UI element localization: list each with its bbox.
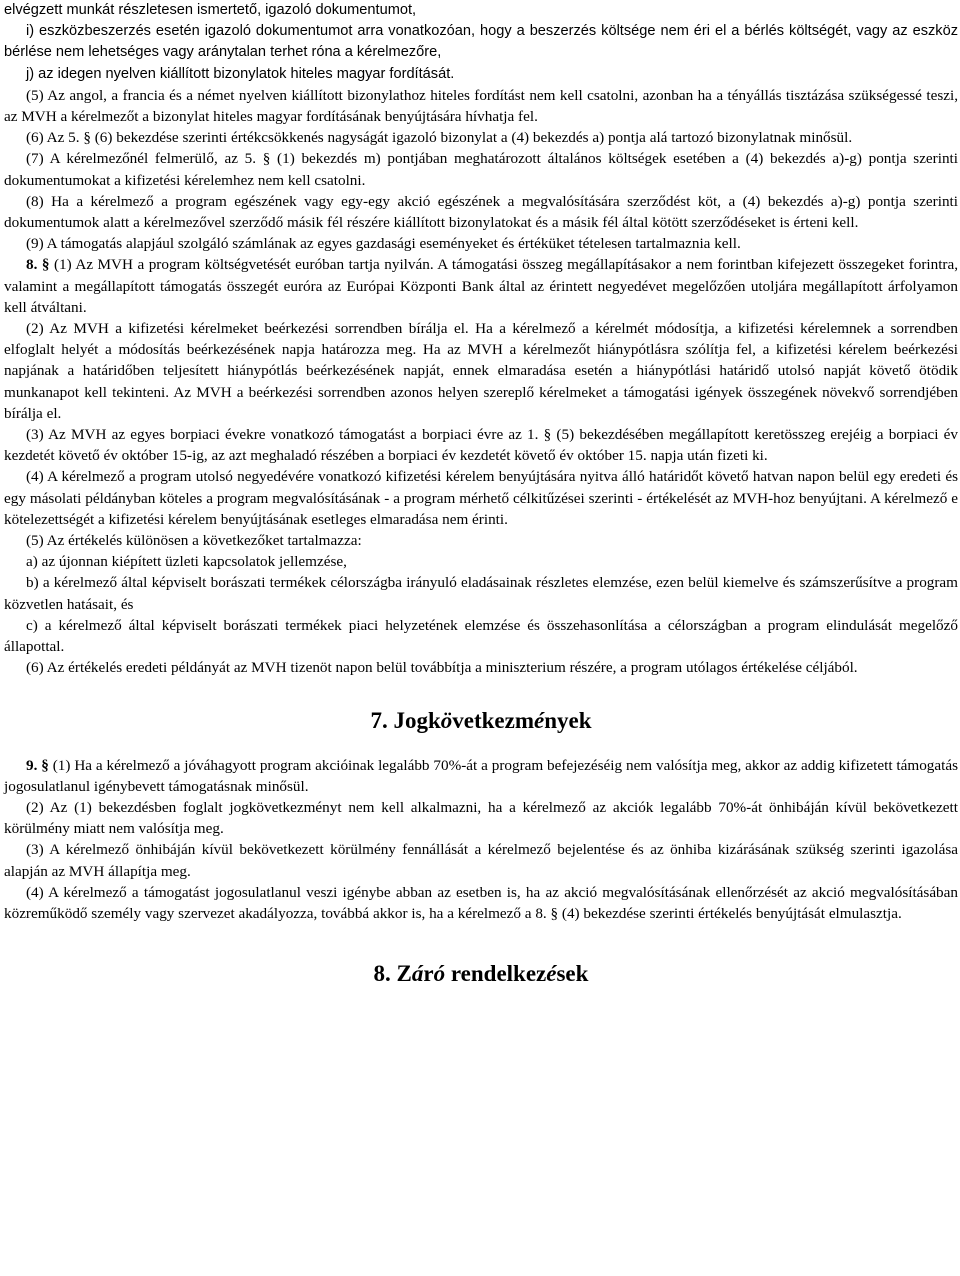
list-item-b: b) a kérelmező által képviselt borászati termékek célországba irányuló eladásainak részletes elemzése, ezen belül kiemelve és számszerűsítve a program közvetlen hatásait, és	[4, 574, 958, 613]
paragraph-7-6: (6) Az 5. § (6) bekezdése szerinti értékcsökkenés nagyságát igazoló bizonylat a (4) bekezdés a) pontja alá tartozó bizonylatnak minősül.	[26, 129, 853, 147]
paragraph-9-2: (2) Az (1) bekezdésben foglalt jogkövetkezményt nem kell alkalmazni, ha a kérelmező az akciók legalább 70%-át önhibáján kívül bekövetkezett körülmény miatt nem valósítja meg.	[4, 798, 958, 838]
chapter-title: Jogkövetkezmények	[393, 707, 592, 733]
list-item-h-continuation: elvégzett munkát részletesen ismertető, igazoló dokumentumot,	[4, 2, 417, 18]
list-item-j: j) az idegen nyelven kiállított bizonylatok hiteles magyar fordítását.	[26, 65, 455, 82]
list-item-i: i) eszközbeszerzés esetén igazoló dokumentumot arra vonatkozóan, hogy a beszerzés költsége nem éri el a bérlés költségét, vagy az eszköz bérlése nem lehetséges vagy aránytalan terhet róna a kérelmezőre,	[4, 23, 958, 61]
paragraph-text: (1) Az MVH a program költségvetését euróban tartja nyilván. A támogatási összeg megállapításakor a nem forintban kifejezett összegeket forintra, valamint a megállapított támogatás összegét euróra az Európai Központi Bank által az érintett negyedévet megelőzően utoljára megállapított árfolyamon kell átváltani.	[4, 256, 959, 316]
list-item-a: a) az újonnan kiépített üzleti kapcsolatok jellemzése,	[26, 553, 347, 571]
chapter-heading-8	[4, 959, 958, 989]
paragraph-8-3: (3) Az MVH az egyes borpiaci évekre vonatkozó támogatást a borpiaci évre az 1. § (5) bekezdésében megállapított keretösszeg erejéig a borpiaci év kezdetét követő év október 15-ig, az azt meghaladó részében a borpiaci év kezdetét követő év október 15. napja után fizeti ki.	[4, 426, 958, 465]
paragraph-8-4: (4) A kérelmező a program utolsó negyedévére vonatkozó kifizetési kérelem benyújtására nyitva álló határidőt követő hatvan napon belül egy eredeti és egy másolati példányban köteles a program megvalósításának - a program mérhető célkitűzései szerinti - értékelését az MVH-hoz benyújtani. A kérelmező e kötelezettségét a kifizetési kérelem benyújtásának esetleges elmaradása nem érinti.	[4, 468, 958, 528]
paragraph-text: (1) Ha a kérelmező a jóváhagyott program akcióinak legalább 70%-át a program befejezéséig nem valósítja meg, akkor az addig kifizetett támogatás jogosulatlanul igénybevett támogatásnak minősül.	[4, 756, 958, 795]
paragraph-7-5: (5) Az angol, a francia és a német nyelven kiállított bizonylathoz hiteles fordítást nem kell csatolni, azonban ha a tényállás tisztázása szükségessé teszi, az MVH a kérelmezőt a bizonylat hiteles magyar fordításának benyújtására hívhatja fel.	[4, 86, 958, 126]
paragraph-7-7: (7) A kérelmezőnél felmerülő, az 5. § (1) bekezdés m) pontjában meghatározott általános költségek esetében a (4) bekezdés a)-g) pontja szerinti dokumentumokat a kifizetési kérelemhez nem kell csatolni.	[4, 150, 958, 189]
section-number: 9. §	[26, 756, 49, 774]
paragraph-7-9: (9) A támogatás alapjául szolgáló számlának az egyes gazdasági eseményeket és értéküket tételesen tartalmaznia kell.	[26, 235, 741, 253]
chapter-title: Záró rendelkezések	[396, 961, 589, 987]
paragraph-8-6: (6) Az értékelés eredeti példányát az MVH tizenöt napon belül továbbítja a miniszterium részére, a program utólagos értékelése céljából.	[26, 659, 858, 677]
section-9-paragraph-1	[4, 755, 958, 797]
paragraph-8-2: (2) Az MVH a kifizetési kérelmeket beérkezési sorrendben bírálja el. Ha a kérelmező a kérelmét módosítja, a kifizetési kérelemnek a sorrendben elfoglalt helyét a módosítás beérkezésének napja határozza meg. Ha az MVH a kérelmezőt hiánypótlásra szólítja fel, a kifizetési kérelem beérkezési napjának a határidőben teljesített hiánypótlás beérkezésének napját, ennek elmaradása esetén a hiánypótlási határidő utolsó napját követő ötödik munkanapot kell tekinteni. Az MVH a beérkezési sorrendben azonos helyen szereplő kérelmeket a támogatási igények összegének növekvő sorrendjében bírálja el.	[4, 320, 958, 422]
paragraph-9-4: (4) A kérelmező a támogatást jogosulatlanul veszi igénybe abban az esetben is, ha az akció megvalósításának ellenőrzését az akció megvalósításában közreműködő személy vagy szervezet akadályozza, továbbá akkor is, ha a kérelmező a 8. § (4) bekezdése szerinti értékelés benyújtását elmulasztja.	[4, 883, 958, 922]
paragraph-9-3: (3) A kérelmező önhibáján kívül bekövetkezett körülmény fennállását a kérelmező bejelentése és az önhiba kizárásának szükség szerinti igazolása alapján az MVH állapítja meg.	[4, 841, 958, 880]
section-8-paragraph-1	[4, 254, 958, 318]
paragraph-7-8: (8) Ha a kérelmező a program egészének vagy egy-egy akció egészének a megvalósítására szerződést köt, a (4) bekezdés a)-g) pontja szerinti dokumentumok alatt a kérelmezővel szerződő másik fél részére kiállított bizonylatokat és a másik fél által kötött szerződéseket is érteni kell.	[4, 192, 958, 232]
section-number: 8. §	[26, 256, 50, 274]
paragraph-8-5: (5) Az értékelés különösen a következőket tartalmazza:	[26, 532, 362, 550]
chapter-number: 7.	[370, 707, 388, 733]
list-item-c: c) a kérelmező által képviselt borászati termékek piaci helyzetének elemzése és összehasonlítása a célországban a program elindulását megelőző állapottal.	[4, 616, 958, 656]
chapter-number: 8.	[373, 961, 391, 987]
chapter-heading-7	[4, 706, 958, 736]
